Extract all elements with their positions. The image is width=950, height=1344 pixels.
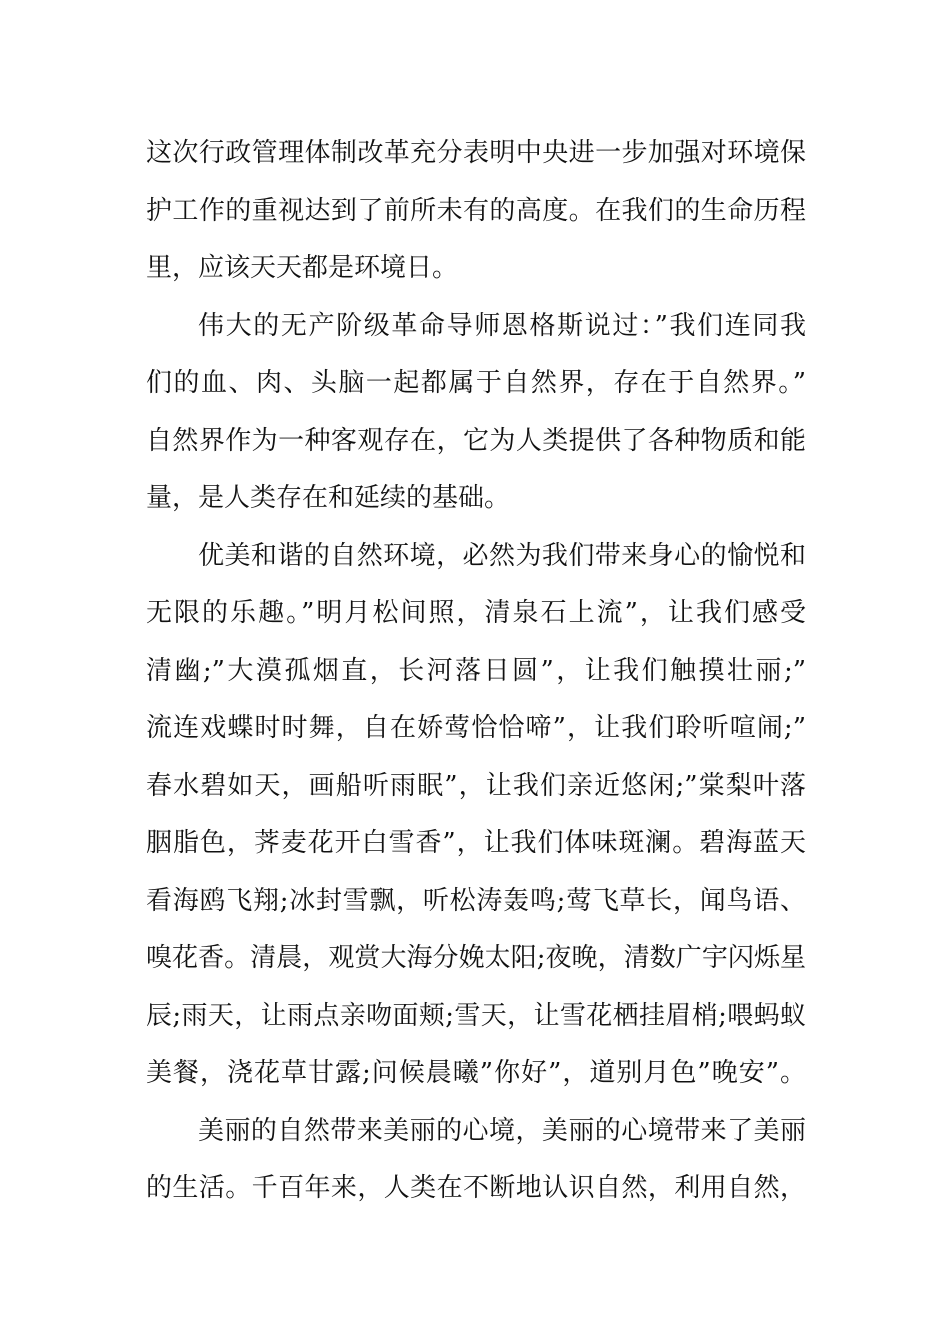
text-line: 嗅花香。清晨，观赏大海分娩太阳;夜晚，清数广宇闪烁星 [146,943,806,973]
text-line: 清幽;”大漠孤烟直，长河落日圆”，让我们触摸壮丽;” [146,655,806,686]
text-line: 伟大的无产阶级革命导师恩格斯说过：”我们连同我 [198,310,806,341]
text-line: 胭脂色，荠麦花开白雪香”，让我们体味斑澜。碧海蓝天 [146,828,806,858]
text-line: 量，是人类存在和延续的基础。 [146,483,511,513]
text-line: 自然界作为一种客观存在，它为人类提供了各种物质和能 [146,425,806,456]
text-line: 美丽的自然带来美丽的心境，美丽的心境带来了美丽 [198,1115,806,1146]
text-line: 美餐，浇花草甘露;问候晨曦”你好”，道别月色”晚安”。 [146,1058,806,1088]
text-line: 流连戏蝶时时舞，自在娇莺恰恰啼”，让我们聆听喧闹;” [146,713,806,743]
text-line: 护工作的重视达到了前所未有的高度。在我们的生命历程 [146,195,806,226]
body-text [146,125,806,1218]
text-line: 看海鸥飞翔;冰封雪飘，听松涛轰鸣;莺飞草长，闻鸟语、 [146,885,806,916]
text-line: 们的血、肉、头脑一起都属于自然界，存在于自然界。” [146,368,806,398]
text-line: 优美和谐的自然环境，必然为我们带来身心的愉悦和 [198,540,806,571]
text-line: 的生活。千百年来，人类在不断地认识自然，利用自然， [146,1173,806,1203]
text-line: 辰;雨天，让雨点亲吻面颊;雪天，让雪花栖挂眉梢;喂蚂蚁 [146,1000,806,1031]
text-line: 里，应该天天都是环境日。 [146,253,459,283]
text-line: 无限的乐趣。”明月松间照，清泉石上流”，让我们感受 [146,598,806,628]
text-line: 春水碧如天，画船听雨眠”，让我们亲近悠闲;”棠梨叶落 [146,770,806,801]
text-line: 这次行政管理体制改革充分表明中央进一步加强对环境保 [146,138,806,168]
